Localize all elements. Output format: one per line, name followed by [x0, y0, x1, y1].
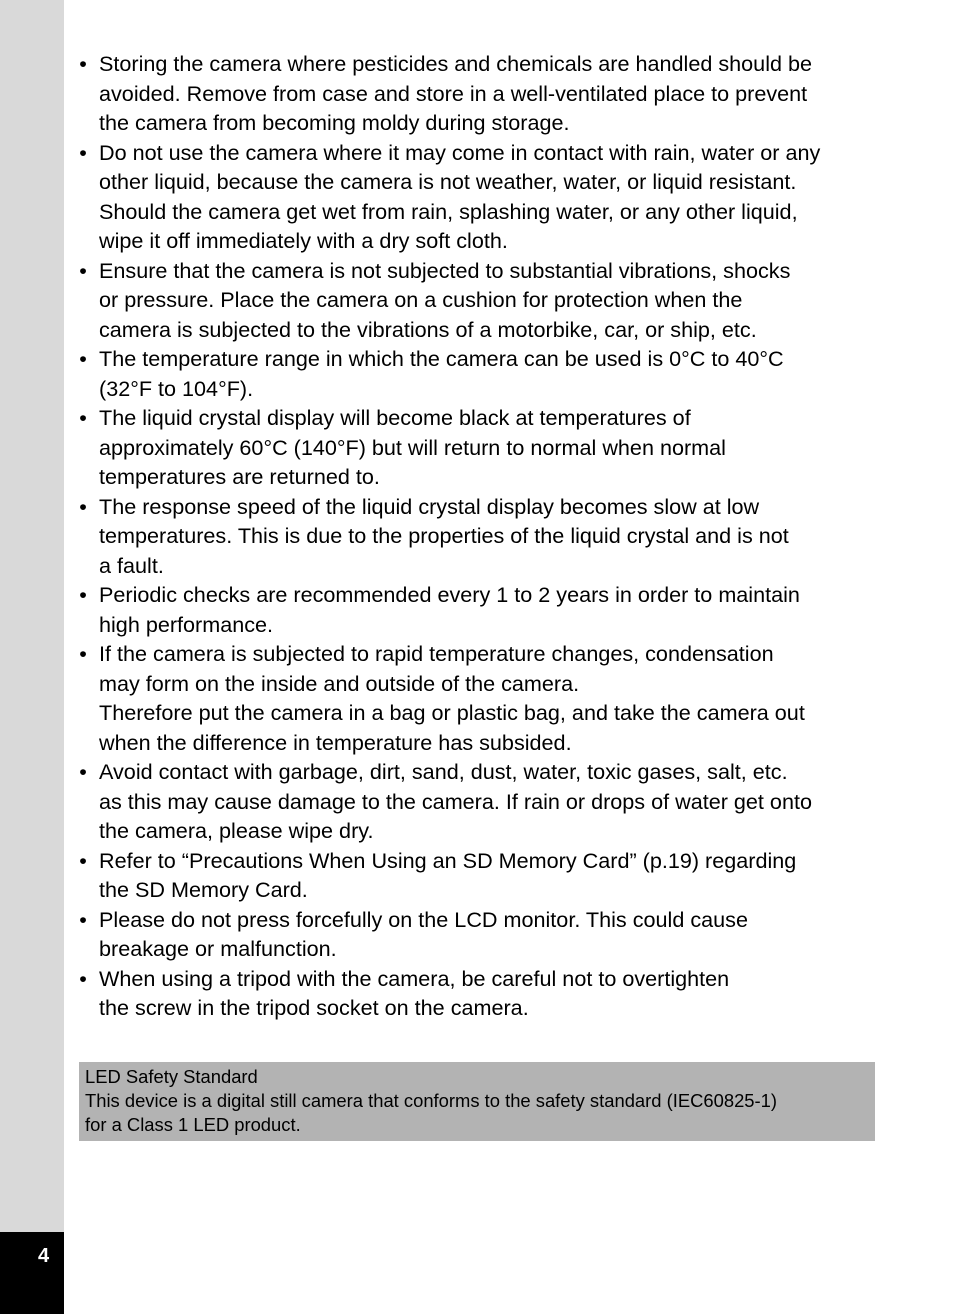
bullet-icon: •	[79, 346, 87, 371]
list-item-text: the screw in the tripod socket on the camera.	[99, 995, 529, 1020]
list-item-text: when the difference in temperature has subsided.	[99, 729, 572, 755]
notice-text: This device is a digital still camera that conforms to the safety standard (IEC60825-1)	[85, 1090, 778, 1111]
list-item-text: may form on the inside and outside of the camera.	[99, 670, 580, 696]
bullet-icon: •	[79, 965, 87, 991]
list-item	[76, 846, 876, 905]
list-item-text: Please do not press forcefully on the LCD monitor. This could cause	[99, 906, 748, 932]
list-item	[76, 256, 876, 345]
bullet-icon: •	[79, 906, 87, 932]
list-item-text: as this may cause damage to the camera. If rain or drops of water get onto	[99, 788, 812, 814]
bullet-icon: •	[79, 257, 87, 283]
list-item-text: (32°F to 104°F).	[99, 375, 254, 401]
list-item	[76, 639, 876, 757]
bullet-icon: •	[79, 493, 87, 519]
list-item-text: temperatures. This is due to the properties of the liquid crystal and is not	[99, 523, 789, 548]
notice-text: for a Class 1 LED product.	[85, 1114, 301, 1135]
list-item-text: a fault.	[99, 552, 164, 578]
list-item-text: or pressure. Place the camera on a cushion for protection when the	[99, 287, 743, 312]
list-item-text: the camera, please wipe dry.	[99, 818, 374, 843]
list-item-text: camera is subjected to the vibrations of a motorbike, car, or ship, etc.	[99, 316, 757, 342]
list-item	[76, 492, 876, 581]
notice-title: LED Safety Standard	[85, 1066, 258, 1087]
list-item-text: Avoid contact with garbage, dirt, sand, dust, water, toxic gases, salt, etc.	[99, 759, 788, 784]
bullet-icon: •	[79, 51, 87, 76]
list-item-text: high performance.	[99, 611, 274, 637]
list-item-text: If the camera is subjected to rapid temperature changes, condensation	[99, 641, 774, 666]
list-item-text: the SD Memory Card.	[99, 877, 308, 902]
list-item-text: The temperature range in which the camera can be used is 0°C to 40°C	[99, 346, 784, 371]
list-item-text: Storing the camera where pesticides and chemicals are handled should be	[99, 51, 813, 76]
list-item-text: The liquid crystal display will become black at temperatures of	[99, 405, 691, 430]
list-item-text: Therefore put the camera in a bag or plastic bag, and take the camera out	[99, 700, 805, 725]
bullet-icon: •	[79, 641, 87, 666]
list-item	[76, 49, 876, 138]
list-item-text: wipe it off immediately with a dry soft cloth.	[99, 228, 508, 253]
list-item-text: Do not use the camera where it may come in contact with rain, water or any	[99, 139, 821, 165]
bullet-icon: •	[79, 405, 87, 430]
list-item	[76, 580, 876, 639]
list-item-text: The response speed of the liquid crystal display becomes slow at low	[99, 493, 760, 519]
list-item-text: Periodic checks are recommended every 1 to 2 years in order to maintain	[99, 582, 800, 607]
list-item-text: breakage or malfunction.	[99, 936, 337, 961]
bullet-icon: •	[79, 759, 87, 784]
page-number: 4	[38, 1245, 50, 1267]
bullet-icon: •	[79, 139, 87, 165]
led-safety-notice	[79, 1062, 875, 1141]
precautions-list	[76, 49, 876, 1023]
list-item	[76, 905, 876, 964]
side-margin-strip	[0, 0, 64, 1314]
list-item-text: approximately 60°C (140°F) but will return to normal when normal	[99, 434, 726, 460]
list-item-text: temperatures are returned to.	[99, 464, 380, 489]
list-item-text: the camera from becoming moldy during storage.	[99, 110, 570, 135]
list-item	[76, 138, 876, 256]
list-item	[76, 757, 876, 846]
list-item	[76, 964, 876, 1023]
list-item-text: Should the camera get wet from rain, splashing water, or any other liquid,	[99, 198, 798, 224]
list-item	[76, 344, 876, 403]
bullet-icon: •	[79, 582, 87, 607]
list-item-text: When using a tripod with the camera, be careful not to overtighten	[99, 965, 730, 991]
list-item	[76, 403, 876, 492]
list-item-text: Ensure that the camera is not subjected to substantial vibrations, shocks	[99, 257, 791, 283]
list-item-text: Refer to “Precautions When Using an SD Memory Card” (p.19) regarding	[99, 847, 797, 873]
bullet-icon: •	[79, 847, 87, 873]
list-item-text: avoided. Remove from case and store in a well-ventilated place to prevent	[99, 80, 808, 106]
list-item-text: other liquid, because the camera is not weather, water, or liquid resistant.	[99, 169, 797, 194]
